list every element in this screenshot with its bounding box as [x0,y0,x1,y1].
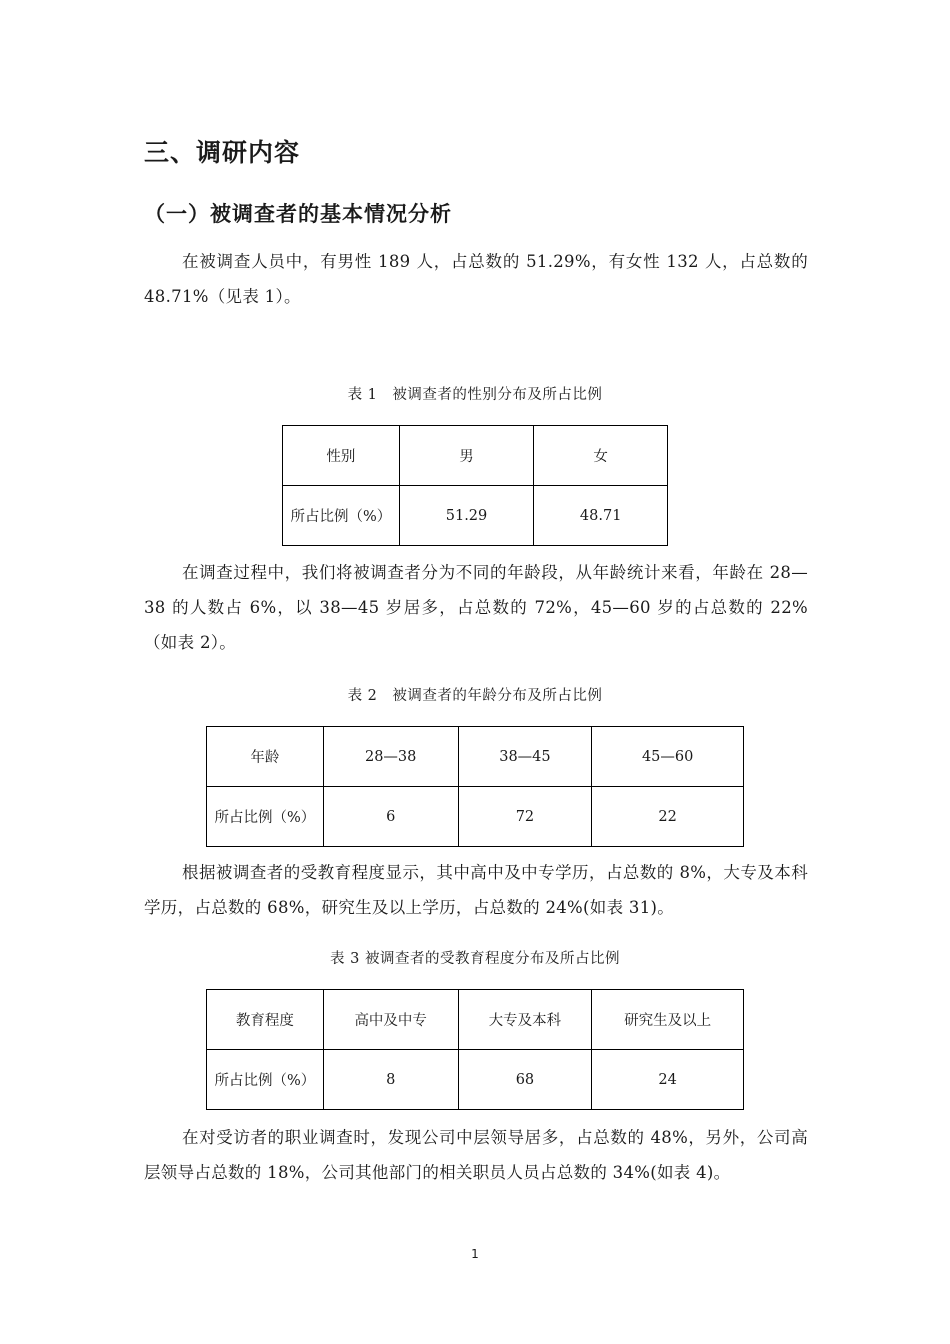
table-cell: 6 [323,787,458,847]
table-1-caption: 表 1 被调查者的性别分布及所占比例 [347,387,603,403]
table-row [207,1050,744,1110]
table-row [207,990,744,1050]
table-cell: 72 [458,787,592,847]
table-row [207,727,744,787]
table-row [283,486,668,546]
paragraph-occupation: 在对受访者的职业调查时，发现公司中层领导居多，占总数的 48%，另外，公司高层领导占总数的 18%，公司其他部门的相关职员人员占总数的 34%(如表 4)。 [144,1128,808,1182]
table-cell: 所占比例（%） [283,486,400,546]
table-2 [206,726,744,847]
table-row [207,787,744,847]
table-3 [206,989,744,1110]
table-cell: 年龄 [207,727,324,787]
table-cell: 22 [592,787,744,847]
table-cell: 教育程度 [207,990,324,1050]
table-cell: 性别 [283,426,400,486]
section-heading: 三、调研内容 [144,138,301,167]
subsection-heading: （一）被调查者的基本情况分析 [144,202,452,226]
table-cell: 28—38 [323,727,458,787]
table-cell: 45—60 [592,727,744,787]
table-3-caption: 表 3 被调查者的受教育程度分布及所占比例 [330,951,620,967]
table-cell: 24 [592,1050,744,1110]
table-cell: 所占比例（%） [207,787,324,847]
table-2-caption: 表 2 被调查者的年龄分布及所占比例 [347,688,603,704]
table-cell: 8 [323,1050,458,1110]
table-cell: 68 [458,1050,592,1110]
table-cell: 高中及中专 [323,990,458,1050]
table-cell: 研究生及以上 [592,990,744,1050]
table-cell: 男 [399,426,534,486]
table-row [283,426,668,486]
table-cell: 38—45 [458,727,592,787]
table-cell: 大专及本科 [458,990,592,1050]
table-cell: 所占比例（%） [207,1050,324,1110]
table-1 [282,425,668,546]
table-cell: 51.29 [399,486,534,546]
table-cell: 女 [534,426,668,486]
paragraph-gender: 在被调查人员中，有男性 189 人，占总数的 51.29%，有女性 132 人，占总数的 48.71%（见表 1）。 [144,252,808,306]
table-cell: 48.71 [534,486,668,546]
paragraph-age: 在调查过程中，我们将被调查者分为不同的年龄段，从年龄统计来看，年龄在 28—38 的人数占 6%，以 38—45 岁居多，占总数的 72%，45—60 岁的占总数的 22%（如表 2）。 [144,563,808,652]
paragraph-education: 根据被调查者的受教育程度显示，其中高中及中专学历，占总数的 8%，大专及本科学历，占总数的 68%，研究生及以上学历，占总数的 24%(如表 31)。 [144,863,808,917]
page-number: 1 [471,1247,479,1261]
